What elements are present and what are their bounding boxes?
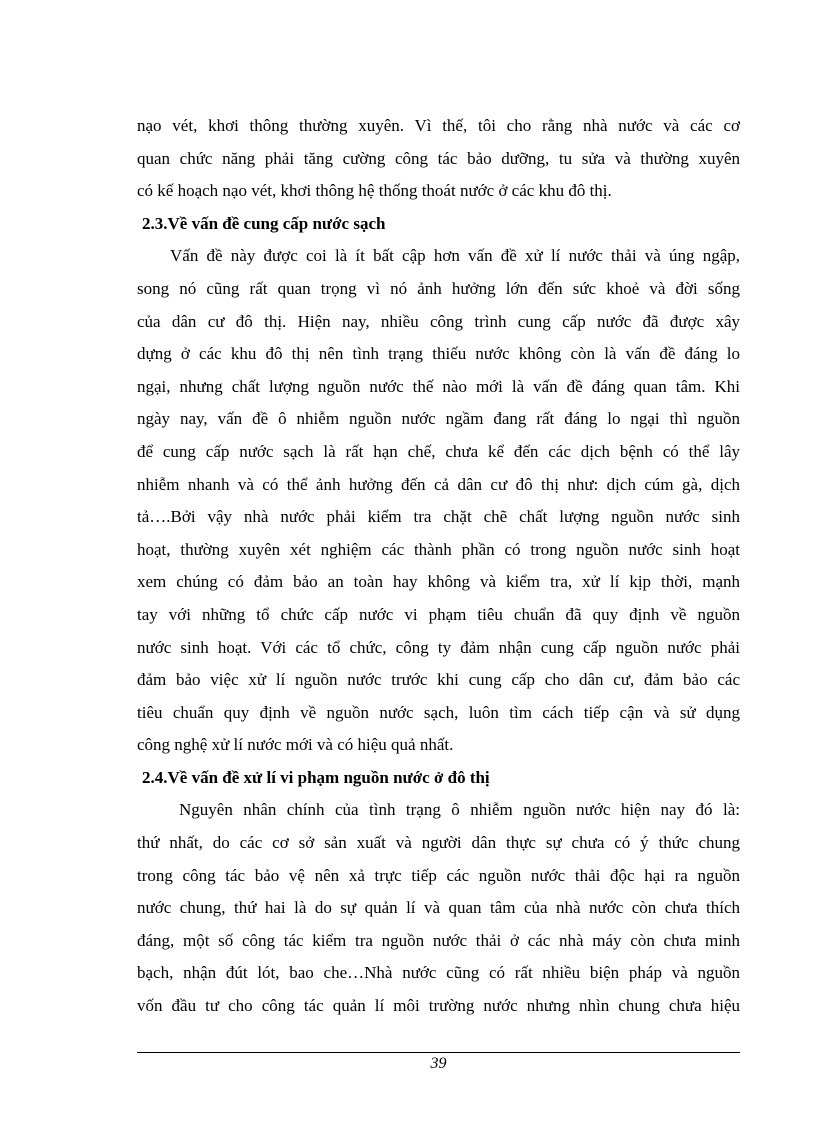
text-line: nạo vét, khơi thông thường xuyên. Vì thế, tôi cho rằng nhà nước và các cơ: [137, 116, 740, 135]
paragraph-clean-water: [137, 240, 740, 762]
text-line: đảm bảo việc xử lí nguồn nước trước khi cung cấp cho dân cư, đảm bảo các: [137, 670, 740, 690]
text-line: công nghệ xử lí nước mới và có hiệu quả nhất.: [137, 735, 454, 755]
text-line: Vấn đề này được coi là ít bất cập hơn vấn đề xử lí nước thải và úng ngập,: [170, 246, 740, 266]
text-line: ngại, nhưng chất lượng nguồn nước thế nào mới là vấn đề đáng quan tâm. Khi: [137, 376, 740, 396]
text-line: nhiễm nhanh và có thể ảnh hưởng đến cả dân cư đô thị như: dịch cúm gà, dịch: [137, 474, 740, 494]
section-heading-2-4: 2.4.Về vấn đề xử lí vi phạm nguồn nước ở đô thị: [142, 767, 490, 787]
text-line: đáng, một số công tác kiểm tra nguồn nước thải ở các nhà máy còn chưa minh: [137, 930, 740, 950]
text-line: trong công tác bảo vệ nên xả trực tiếp các nguồn nước thải độc hại ra nguồn: [137, 865, 740, 885]
text-line: thứ nhất, do các cơ sở sản xuất và người dân thực sự chưa có ý thức chung: [137, 833, 740, 853]
text-line: để cung cấp nước sạch là rất hạn chế, chưa kể đến các dịch bệnh có thể lây: [137, 441, 740, 461]
footer-divider: [137, 1052, 740, 1053]
text-line: tả….Bởi vậy nhà nước phải kiểm tra chặt chẽ chất lượng nguồn nước sinh: [137, 507, 740, 527]
text-line: Nguyên nhân chính của tình trạng ô nhiễm nguồn nước hiện nay đó là:: [179, 800, 740, 820]
text-line: ngày nay, vấn đề ô nhiễm nguồn nước ngầm đang rất đáng lo ngại thì nguồn: [137, 409, 740, 429]
section-heading-2-3: 2.3.Về vấn đề cung cấp nước sạch: [142, 213, 386, 233]
text-line: dựng ở các khu đô thị nên tình trạng thiếu nước không còn là vấn đề đáng lo: [137, 344, 740, 364]
text-line: bạch, nhận đút lót, bao che…Nhà nước cũng có rất nhiều biện pháp và nguồn: [137, 963, 740, 983]
text-line: song nó cũng rất quan trọng vì nó ảnh hưởng lớn đến sức khoẻ và đời sống: [137, 278, 740, 298]
text-line: nước sinh hoạt. Với các tổ chức, công ty đảm nhận cung cấp nguồn nước phải: [137, 637, 740, 657]
text-line: hoạt, thường xuyên xét nghiệm các thành phần có trong nguồn nước sinh hoạt: [137, 539, 740, 559]
text-line: nước chung, thứ hai là do sự quản lí và quan tâm của nhà nước còn chưa thích: [137, 898, 740, 918]
text-line: của dân cư đô thị. Hiện nay, nhiều công trình cung cấp nước đã được xây: [137, 311, 740, 331]
text-line: xem chúng có đảm bảo an toàn hay không và kiểm tra, xử lí kịp thời, mạnh: [137, 572, 740, 592]
paragraph-drainage: [137, 110, 740, 208]
text-line: tay với những tổ chức cấp nước vi phạm tiêu chuẩn đã quy định về nguồn: [137, 604, 740, 624]
document-page: [137, 110, 740, 1023]
text-line: có kế hoạch nạo vét, khơi thông hệ thống thoát nước ở các khu đô thị.: [137, 181, 612, 201]
page-number: 39: [430, 1055, 447, 1072]
paragraph-violations: [137, 794, 740, 1022]
text-line: tiêu chuẩn quy định về nguồn nước sạch, luôn tìm cách tiếp cận và sử dụng: [137, 702, 740, 722]
text-line: quan chức năng phải tăng cường công tác bảo dưỡng, tu sửa và thường xuyên: [137, 148, 740, 168]
text-line: vốn đầu tư cho công tác quản lí môi trường nước nhưng nhìn chung chưa hiệu: [137, 996, 740, 1016]
